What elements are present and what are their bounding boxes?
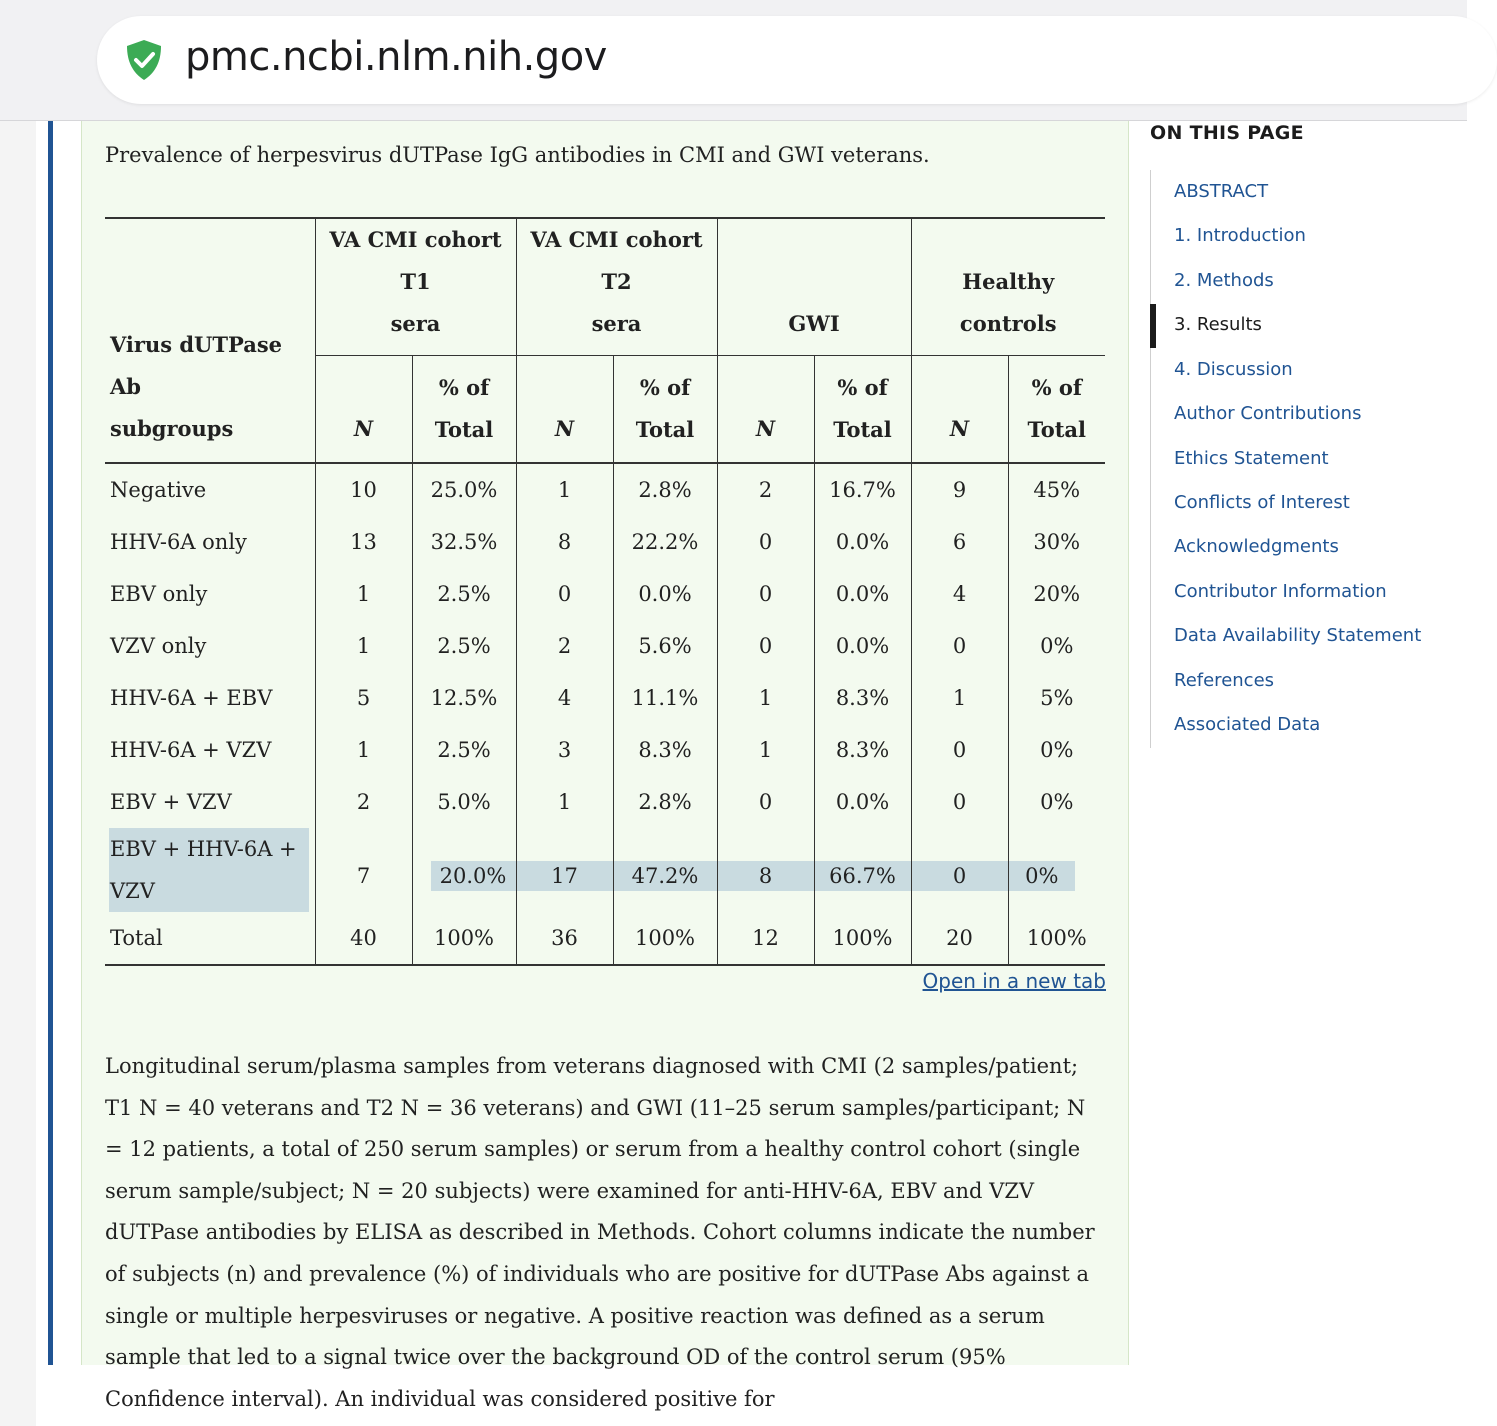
nav-active-indicator: [1150, 304, 1156, 348]
open-in-new-tab-link[interactable]: Open in a new tab: [922, 969, 1106, 993]
nav-item-introduction[interactable]: 1. Introduction: [1174, 225, 1306, 246]
table-header-groups: [105, 218, 1105, 356]
nav-item-conflicts-of-interest[interactable]: Conflicts of Interest: [1174, 492, 1350, 513]
on-this-page-title: ON THIS PAGE: [1150, 122, 1304, 144]
nav-item-ethics-statement[interactable]: Ethics Statement: [1174, 448, 1329, 469]
table-row: Negative 10 25.0% 1 2.8% 2 16.7% 9 45%: [105, 463, 1105, 516]
group-header: GWI: [717, 218, 911, 356]
group-header: VA CMI cohort T1 sera: [315, 218, 516, 356]
table-row: HHV-6A + EBV 5 12.5% 4 11.1% 1 8.3% 1 5%: [105, 672, 1105, 724]
nav-rail: [1150, 170, 1151, 748]
nav-item-abstract[interactable]: ABSTRACT: [1174, 181, 1269, 202]
table-row: VZV only 1 2.5% 2 5.6% 0 0.0% 0 0%: [105, 620, 1105, 672]
left-gutter: [0, 121, 36, 1426]
url-text: pmc.ncbi.nlm.nih.gov: [185, 34, 607, 80]
table-row: EBV only 1 2.5% 0 0.0% 0 0.0% 4 20%: [105, 568, 1105, 620]
group-header: VA CMI cohort T2 sera: [516, 218, 717, 356]
nav-item-results[interactable]: 3. Results: [1174, 314, 1262, 335]
table-footnote: Longitudinal serum/plasma samples from veterans diagnosed with CMI (2 samples/patient; T1 N = 40 veterans and T2 N = 36 veterans) and GWI (11–25 serum samples/participant; N = 12 patients, a total of 250 serum samples) or serum from a healthy control cohort (single serum sample/subject; N = 20 subjects) were examined for anti-HHV-6A, EBV and VZV dUTPase antibodies by ELISA as described in Methods. Cohort columns indicate the number of subjects (n) and prevalence (%) of individuals who are positive for dUTPase Abs against a single or multiple herpesviruses or negative. A positive reaction was defined as a serum sample that led to a signal twice over the background OD of the control serum (95% Confidence interval). An individual was considered positive for: [105, 1054, 1095, 1411]
highlighted-label: EBV + HHV-6A + VZV: [105, 828, 315, 912]
n-header: N: [315, 356, 412, 464]
table-row: EBV + VZV 2 5.0% 1 2.8% 0 0.0% 0 0%: [105, 776, 1105, 828]
browser-toolbar: [0, 0, 1467, 121]
row-header: Virus dUTPase Ab subgroups: [110, 332, 283, 441]
pct-header: % of Total: [1008, 356, 1105, 464]
table-row: HHV-6A only 13 32.5% 8 22.2% 0 0.0% 6 30%: [105, 516, 1105, 568]
n-header: N: [717, 356, 814, 464]
n-header: N: [911, 356, 1008, 464]
nav-item-contributor-information[interactable]: Contributor Information: [1174, 581, 1387, 602]
nav-item-author-contributions[interactable]: Author Contributions: [1174, 403, 1362, 424]
group-header: Healthy controls: [911, 218, 1105, 356]
table-panel: [81, 121, 1129, 1411]
n-header: N: [516, 356, 613, 464]
data-table: [105, 217, 1105, 966]
table-row-total: Total 40 100% 36 100% 12 100% 20 100%: [105, 912, 1105, 965]
pct-header: % of Total: [412, 356, 516, 464]
nav-item-data-availability[interactable]: Data Availability Statement: [1174, 625, 1422, 646]
nav-item-methods[interactable]: 2. Methods: [1174, 270, 1274, 291]
table-caption: Prevalence of herpesvirus dUTPase IgG antibodies in CMI and GWI veterans.: [105, 143, 930, 167]
table-row: HHV-6A + VZV 1 2.5% 3 8.3% 1 8.3% 0 0%: [105, 724, 1105, 776]
nav-item-acknowledgments[interactable]: Acknowledgments: [1174, 536, 1339, 557]
section-accent-bar: [48, 121, 53, 1365]
pct-header: % of Total: [613, 356, 717, 464]
address-bar[interactable]: [97, 16, 1497, 104]
nav-item-associated-data[interactable]: Associated Data: [1174, 714, 1321, 735]
nav-item-references[interactable]: References: [1174, 670, 1275, 691]
pct-header: % of Total: [814, 356, 911, 464]
shield-check-icon: [122, 38, 166, 82]
table-row-highlighted: EBV + HHV-6A + VZV 7 20.0% 17 47.2% 8 66.7% 0 0%: [105, 828, 1105, 912]
nav-item-discussion[interactable]: 4. Discussion: [1174, 359, 1293, 380]
